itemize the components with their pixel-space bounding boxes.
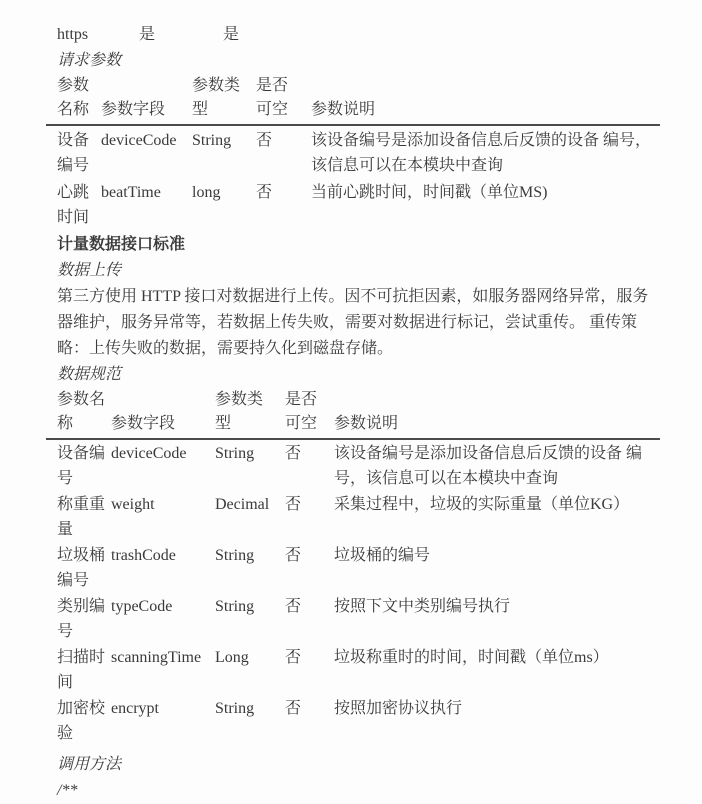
table-row xyxy=(46,491,660,542)
heading-data-upload: 数据上传 xyxy=(57,262,122,279)
cell-param-type: Decimal xyxy=(215,496,270,513)
cell-param-type: String xyxy=(192,132,232,149)
col-header-param-desc: 参数说明 xyxy=(334,388,660,439)
table-row xyxy=(46,125,660,178)
cell-nullable: 否 xyxy=(256,184,273,201)
cell-nullable: 否 xyxy=(285,496,302,513)
heading-metering-api-standard: 计量数据接口标准 xyxy=(57,236,186,253)
cell-param-name: 设备编号 xyxy=(57,132,90,174)
cell-nullable: 否 xyxy=(285,598,302,615)
cell-param-name: 心跳时间 xyxy=(57,184,90,226)
cell-param-name: 类别编号 xyxy=(57,598,106,640)
cell-nullable: 否 xyxy=(285,649,302,666)
cell-param-name: 扫描时间 xyxy=(57,649,106,691)
cell-param-field: beatTime xyxy=(101,184,161,201)
col-header-param-type: 参数类型 xyxy=(215,388,285,439)
cell-param-field: encrypt xyxy=(111,700,159,717)
cell-param-desc: 垃圾桶的编号 xyxy=(334,547,431,564)
cell-param-desc: 该设备编号是添加设备信息后反馈的设备 编号，该信息可以在本模块中查询 xyxy=(311,132,652,174)
code-comment-open: /** xyxy=(57,782,78,799)
cell-param-desc: 该设备编号是添加设备信息后反馈的设备 编号，该信息可以在本模块中查询 xyxy=(334,445,643,487)
table-row xyxy=(46,644,660,695)
table-row xyxy=(46,178,660,230)
cell-nullable: 否 xyxy=(285,547,302,564)
protocol-flag-1: 是 xyxy=(139,26,156,43)
cell-param-name: 称重重量 xyxy=(57,496,106,538)
col-header-param-type: 参数类型 xyxy=(192,74,256,125)
col-header-param-name: 参数名称 xyxy=(46,388,111,439)
cell-param-name: 设备编号 xyxy=(57,445,106,487)
cell-param-field: scanningTime xyxy=(111,649,202,666)
table-header-row xyxy=(46,74,660,125)
col-header-param-name: 参数名称 xyxy=(46,74,101,125)
heading-invoke-method: 调用方法 xyxy=(57,756,122,773)
cell-param-type: String xyxy=(215,598,255,615)
table-row xyxy=(46,542,660,593)
cell-param-type: Long xyxy=(215,649,249,666)
cell-param-desc: 采集过程中，垃圾的实际重量（单位KG） xyxy=(334,496,630,513)
cell-param-type: String xyxy=(215,547,255,564)
cell-param-field: typeCode xyxy=(111,598,173,615)
cell-nullable: 否 xyxy=(256,132,273,149)
cell-nullable: 否 xyxy=(285,445,302,462)
heading-request-params: 请求参数 xyxy=(57,52,122,69)
cell-param-type: String xyxy=(215,700,255,717)
heading-data-spec: 数据规范 xyxy=(57,366,122,383)
table-row xyxy=(46,695,660,746)
cell-param-desc: 垃圾称重时的时间，时间戳（单位ms） xyxy=(334,649,609,666)
data-spec-table xyxy=(46,388,660,746)
cell-param-name: 垃圾桶编号 xyxy=(57,547,106,589)
cell-param-field: deviceCode xyxy=(101,132,177,149)
col-header-nullable: 是否可空 xyxy=(285,388,334,439)
cell-param-desc: 按照加密协议执行 xyxy=(334,700,463,717)
col-header-param-desc: 参数说明 xyxy=(311,74,660,125)
cell-param-field: weight xyxy=(111,496,155,513)
cell-nullable: 否 xyxy=(285,700,302,717)
cell-param-desc: 当前心跳时间，时间戳（单位MS) xyxy=(311,184,548,201)
cell-param-field: trashCode xyxy=(111,547,176,564)
protocol-row xyxy=(46,22,660,48)
col-header-param-field: 参数字段 xyxy=(101,74,192,125)
cell-param-type: String xyxy=(215,445,255,462)
table-row xyxy=(46,439,660,491)
cell-param-type: long xyxy=(192,184,221,201)
upload-description-paragraph: 第三方使用 HTTP 接口对数据进行上传。因不可抗拒因素，如服务器网络异常，服务器维护，服务异常等，若数据上传失败，需要对数据进行标记，尝试重传。 重传策略：上传失败的数据，需要持久化到磁盘存储。 xyxy=(57,288,649,357)
table-row xyxy=(46,593,660,644)
protocol-value: https xyxy=(57,26,89,43)
cell-param-name: 加密校验 xyxy=(57,700,106,742)
col-header-param-field: 参数字段 xyxy=(111,388,215,439)
request-params-table xyxy=(46,74,660,230)
table-header-row xyxy=(46,388,660,439)
cell-param-desc: 按照下文中类别编号执行 xyxy=(334,598,511,615)
protocol-flag-2: 是 xyxy=(223,26,240,43)
col-header-nullable: 是否可空 xyxy=(256,74,311,125)
cell-param-field: deviceCode xyxy=(111,445,187,462)
